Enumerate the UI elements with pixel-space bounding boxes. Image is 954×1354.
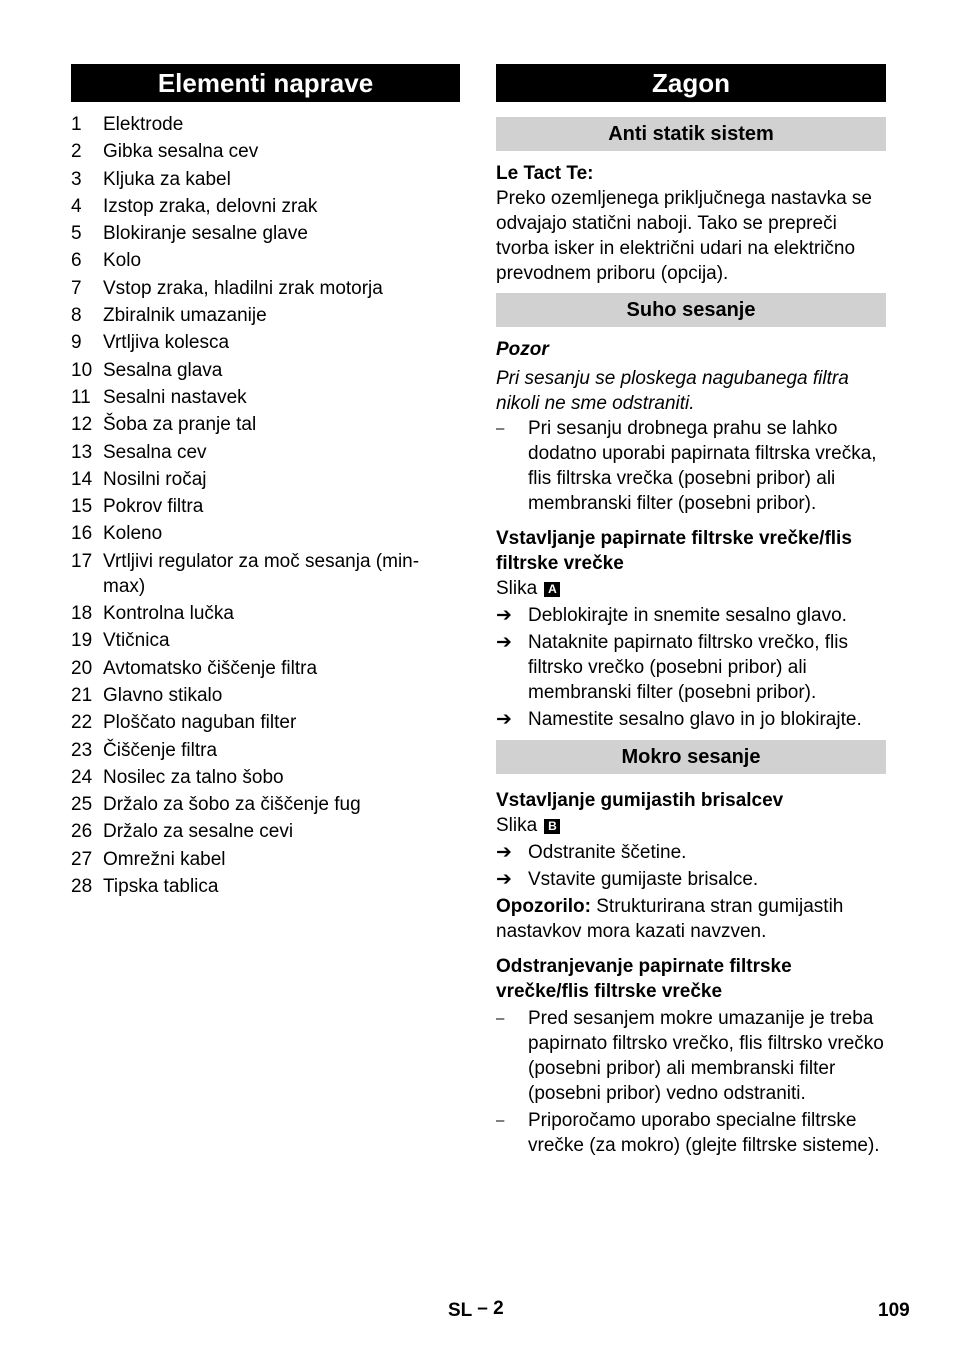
footer-page-number: 109 — [878, 1300, 910, 1321]
item-number: 26 — [71, 821, 93, 843]
dash-mark: – — [496, 1112, 505, 1129]
caution-text: Pri sesanju se ploskega nagubanega filtra nikoli ne sme odstraniti. — [496, 368, 849, 414]
list-item — [71, 874, 460, 899]
dash-item — [496, 416, 886, 516]
item-label: Držalo za šobo za čiščenje fug — [103, 794, 361, 816]
list-item — [71, 710, 460, 735]
step-text: Odstranite ščetine. — [528, 842, 687, 863]
arrow-icon: ➔ — [496, 869, 512, 890]
list-item — [71, 248, 460, 273]
dash-item-text: Pri sesanju drobnega prahu se lahko dodatno uporabi papirnata filtrska vrečka, flis filtrska vrečka (posebni pribor) ali membranski filter (posebni pribor). — [528, 418, 877, 514]
dash-item — [496, 1006, 886, 1106]
list-item — [71, 167, 460, 192]
arrow-icon: ➔ — [496, 632, 512, 653]
item-label: Gibka sesalna cev — [103, 141, 259, 163]
figure-label: Slika — [496, 578, 538, 599]
list-item — [71, 330, 460, 355]
item-label: Omrežni kabel — [103, 848, 226, 870]
item-number: 4 — [71, 195, 82, 217]
item-label: Nosilni ročaj — [103, 468, 207, 490]
subtitle-mokro-sesanje: Mokro sesanje — [496, 740, 886, 774]
anti-statik-body: Preko ozemljenega priključnega nastavka se odvajajo statični naboji. Tako se prepreči tvorba isker in električni udari na električno prevodnem priboru (opcija). — [496, 188, 872, 284]
item-label: Čiščenje filtra — [103, 739, 218, 761]
item-number: 2 — [71, 141, 82, 163]
item-number: 13 — [71, 441, 93, 463]
item-number: 12 — [71, 414, 93, 436]
section-title-elementi: Elementi naprave — [71, 64, 460, 102]
dash-mark: – — [496, 420, 505, 437]
le-tact-te-heading: Le Tact Te: — [496, 163, 594, 184]
figure-reference-a — [496, 576, 886, 601]
item-label: Zbiralnik umazanije — [103, 305, 267, 327]
subtitle-anti-statik: Anti statik sistem — [496, 117, 886, 151]
left-column — [71, 64, 460, 901]
step-item — [496, 630, 886, 705]
item-number: 10 — [71, 359, 93, 381]
item-number: 23 — [71, 739, 93, 761]
item-number: 11 — [71, 386, 91, 408]
subtitle-suho-sesanje: Suho sesanje — [496, 293, 886, 327]
item-label: Glavno stikalo — [103, 684, 223, 706]
item-label: Vstop zraka, hladilni zrak motorja — [103, 277, 383, 299]
list-item — [71, 601, 460, 626]
note-label: Opozorilo: — [496, 896, 591, 917]
rubber-wipers-heading: Vstavljanje gumijastih brisalcev — [496, 790, 784, 811]
right-column — [496, 64, 886, 1158]
list-item — [71, 440, 460, 465]
list-item — [71, 385, 460, 410]
list-item — [71, 628, 460, 653]
list-item — [71, 303, 460, 328]
item-label: Elektrode — [103, 114, 184, 135]
list-item — [71, 112, 460, 137]
item-number: 19 — [71, 630, 93, 652]
item-label: Držalo za sesalne cevi — [103, 821, 294, 843]
section-title-zagon: Zagon — [496, 64, 886, 102]
item-label: Nosilec za talno šobo — [103, 766, 284, 788]
item-label: Sesalni nastavek — [103, 386, 247, 408]
step-item — [496, 867, 886, 892]
item-number: 9 — [71, 332, 82, 354]
item-label: Koleno — [103, 523, 163, 545]
item-number: 20 — [71, 657, 93, 679]
list-item — [71, 521, 460, 546]
arrow-icon: ➔ — [496, 605, 512, 626]
components-list — [71, 112, 460, 899]
item-number: 8 — [71, 305, 82, 327]
figure-letter-b: B — [544, 819, 560, 834]
step-text: Deblokirajte in snemite sesalno glavo. — [528, 605, 847, 626]
item-number: 15 — [71, 496, 93, 518]
caution-label: Pozor — [496, 339, 549, 360]
item-label: Vrtljivi regulator za moč sesanja (min-max) — [103, 550, 420, 597]
footer-lang: SL — [448, 1300, 472, 1321]
item-label: Vrtljiva kolesca — [103, 332, 230, 354]
list-item — [71, 412, 460, 437]
item-number: 5 — [71, 223, 82, 245]
list-item — [71, 792, 460, 817]
step-item — [496, 603, 886, 628]
step-item — [496, 707, 886, 732]
item-number: 17 — [71, 550, 93, 572]
item-number: 28 — [71, 876, 93, 898]
item-label: Vtičnica — [103, 630, 170, 652]
list-item — [71, 139, 460, 164]
item-label: Tipska tablica — [103, 876, 219, 898]
note-paragraph — [496, 894, 886, 944]
item-label: Kolo — [103, 250, 142, 272]
item-number: 18 — [71, 603, 93, 625]
item-label: Avtomatsko čiščenje filtra — [103, 657, 318, 679]
step-item — [496, 840, 886, 865]
dash-mark: – — [496, 1010, 505, 1027]
item-label: Kljuka za kabel — [103, 168, 231, 190]
note-text: Strukturirana stran gumijastih nastavkov mora kazati navzven. — [496, 896, 844, 942]
figure-reference-b — [496, 813, 886, 838]
remove-bag-heading: Odstranjevanje papirnate filtrske vrečke/flis filtrske vrečke — [496, 956, 792, 1002]
list-item — [71, 221, 460, 246]
list-item — [71, 765, 460, 790]
list-item — [71, 494, 460, 519]
step-text: Vstavite gumijaste brisalce. — [528, 869, 759, 890]
item-label: Sesalna cev — [103, 441, 207, 463]
item-number: 22 — [71, 712, 93, 734]
list-item — [71, 549, 460, 599]
item-number: 6 — [71, 250, 82, 272]
figure-label: Slika — [496, 815, 538, 836]
list-item — [71, 656, 460, 681]
item-label: Kontrolna lučka — [103, 603, 234, 625]
list-item — [71, 194, 460, 219]
item-number: 27 — [71, 848, 93, 870]
dash-item-text: Priporočamo uporabo specialne filtrske vrečke (za mokro) (glejte filtrske sisteme). — [528, 1110, 880, 1156]
list-item — [71, 683, 460, 708]
item-number: 1 — [71, 114, 82, 135]
footer-local-page: – 2 — [477, 1298, 504, 1319]
item-label: Pokrov filtra — [103, 496, 204, 518]
item-label: Izstop zraka, delovni zrak — [103, 195, 318, 217]
figure-letter-a: A — [544, 582, 560, 597]
list-item — [71, 819, 460, 844]
arrow-icon: ➔ — [496, 842, 512, 863]
item-number: 24 — [71, 766, 93, 788]
item-number: 7 — [71, 277, 82, 299]
item-label: Ploščato naguban filter — [103, 712, 297, 734]
list-item — [71, 847, 460, 872]
item-number: 14 — [71, 468, 93, 490]
step-text: Nataknite papirnato filtrsko vrečko, flis filtrsko vrečko (posebni pribor) ali membranski filter (posebni pribor). — [528, 632, 848, 703]
step-text: Namestite sesalno glavo in jo blokirajte. — [528, 709, 862, 730]
list-item — [71, 358, 460, 383]
insert-bag-heading: Vstavljanje papirnate filtrske vrečke/flis filtrske vrečke — [496, 528, 852, 574]
footer-page-label — [448, 1298, 504, 1323]
item-number: 21 — [71, 684, 93, 706]
item-label: Šoba za pranje tal — [103, 414, 257, 436]
item-number: 25 — [71, 794, 93, 816]
item-label: Sesalna glava — [103, 359, 223, 381]
item-label: Blokiranje sesalne glave — [103, 223, 308, 245]
arrow-icon: ➔ — [496, 709, 512, 730]
list-item — [71, 738, 460, 763]
list-item — [71, 276, 460, 301]
list-item — [71, 467, 460, 492]
dash-item-text: Pred sesanjem mokre umazanije je treba papirnato filtrsko vrečko, flis filtrsko vrečko (posebni pribor) ali membranski filter (posebni pribor) vedno odstraniti. — [528, 1008, 884, 1104]
dash-item — [496, 1108, 886, 1158]
item-number: 16 — [71, 523, 93, 545]
item-number: 3 — [71, 168, 82, 190]
